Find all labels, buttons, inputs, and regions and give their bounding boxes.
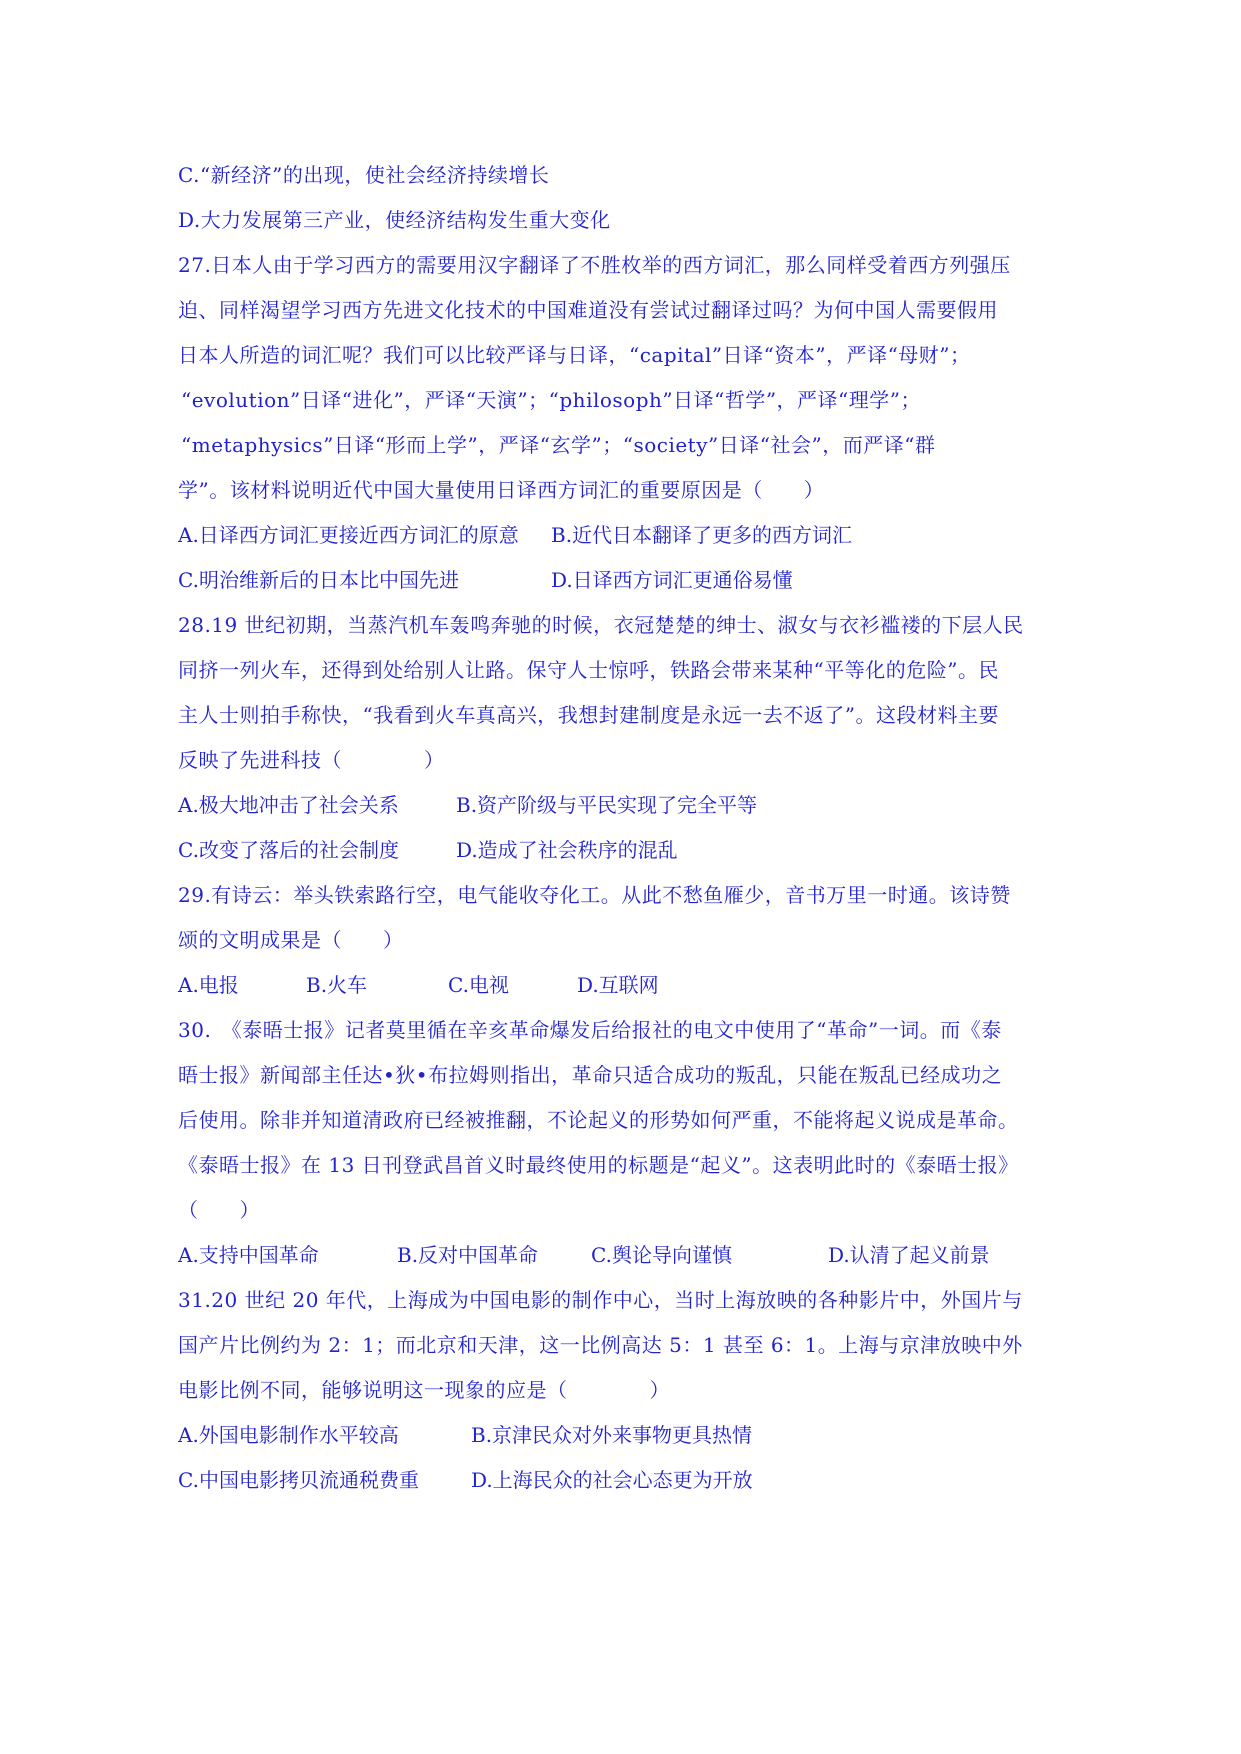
q30-stem-line: 晤士报》新闻部主任达•狄•布拉姆则指出，革命只适合成功的叛乱，只能在叛乱已经成功之 [178,1063,1003,1087]
q31-stem-line: 电影比例不同，能够说明这一现象的应是（ ） [178,1378,670,1402]
q31-stem-line: 国产片比例约为 2：1；而北京和天津，这一比例高达 5：1 甚至 6：1。上海与京津放映中外 [178,1333,1023,1357]
q28-stem-line: 主人士则拍手称快，“我看到火车真高兴，我想封建制度是永远一去不返了”。这段材料主要 [178,703,999,727]
q28-stem-line: 同挤一列火车，还得到处给别人让路。保守人士惊呼，铁路会带来某种“平等化的危险”。民 [178,658,999,682]
q31-option-c: C.中国电影拷贝流通税费重 [178,1468,419,1492]
q30-stem-line: 《泰晤士报》在 13 日刊登武昌首义时最终使用的标题是“起义”。这表明此时的《泰晤士报》 [178,1153,1019,1177]
q27-option-c: C.明治维新后的日本比中国先进 [178,568,459,592]
q31-stem-line: 31.20 世纪 20 年代，上海成为中国电影的制作中心，当时上海放映的各种影片中，外国片与 [178,1288,1023,1312]
q28-stem-line: 28.19 世纪初期，当蒸汽机车轰鸣奔驰的时候，衣冠楚楚的绅士、淑女与衣衫褴褛的下层人民 [178,613,1024,637]
q29-option-c: C.电视 [448,973,509,997]
q28-stem-line: 反映了先进科技（ ） [178,748,445,772]
q28-option-a: A.极大地冲击了社会关系 [178,793,399,817]
q29-stem-line: 颂的文明成果是（ ） [178,928,404,952]
q29-stem-line: 29.有诗云：举头铁索路行空，电气能收夺化工。从此不愁鱼雁少，音书万里一时通。该诗赞 [178,883,1011,907]
q27-stem-line: “metaphysics”日译“形而上学”，严译“玄学”；“society”日译“社会”，而严译“群 [181,433,936,457]
q31-option-d: D.上海民众的社会心态更为开放 [471,1468,753,1492]
q27-option-a: A.日译西方词汇更接近西方词汇的原意 [178,523,519,547]
q27-stem-line: 学”。该材料说明近代中国大量使用日译西方词汇的重要原因是（ ） [178,478,825,502]
q26-option-d: D.大力发展第三产业，使经济结构发生重大变化 [178,208,611,232]
q27-stem-line: “evolution”日译“进化”，严译“天演”；“philosoph”日译“哲学”，严译“理学”； [181,388,922,412]
q26-option-c: C.“新经济”的出现，使社会经济持续增长 [178,163,550,187]
q30-option-c: C.舆论导向谨慎 [591,1243,732,1267]
q28-option-d: D.造成了社会秩序的混乱 [456,838,678,862]
q30-stem-line: 后使用。除非并知道清政府已经被推翻，不论起义的形势如何严重，不能将起义说成是革命。 [178,1108,1019,1132]
q30-stem-line: 30. 《泰晤士报》记者莫里循在辛亥革命爆发后给报社的电文中使用了“革命”一词。而《泰 [178,1018,1002,1042]
q27-stem-line: 日本人所造的词汇呢？我们可以比较严译与日译，“capital”日译“资本”，严译“母财”； [178,343,971,367]
q30-stem-line: （ ） [178,1198,260,1222]
q30-option-d: D.认清了起义前景 [828,1243,990,1267]
q29-option-b: B.火车 [306,973,368,997]
q30-option-a: A.支持中国革命 [178,1243,319,1267]
q31-option-a: A.外国电影制作水平较高 [178,1423,399,1447]
q27-option-b: B.近代日本翻译了更多的西方词汇 [551,523,853,547]
q28-option-c: C.改变了落后的社会制度 [178,838,399,862]
q30-option-b: B.反对中国革命 [397,1243,539,1267]
q31-option-b: B.京津民众对外来事物更具热情 [471,1423,753,1447]
q27-stem-line: 迫、同样渴望学习西方先进文化技术的中国难道没有尝试过翻译过吗？为何中国人需要假用 [178,298,998,322]
q29-option-d: D.互联网 [577,973,659,997]
q27-option-d: D.日译西方词汇更通俗易懂 [551,568,793,592]
q28-option-b: B.资产阶级与平民实现了完全平等 [456,793,758,817]
q29-option-a: A.电报 [178,973,239,997]
q27-stem-line: 27.日本人由于学习西方的需要用汉字翻译了不胜枚举的西方词汇，那么同样受着西方列强压 [178,253,1011,277]
